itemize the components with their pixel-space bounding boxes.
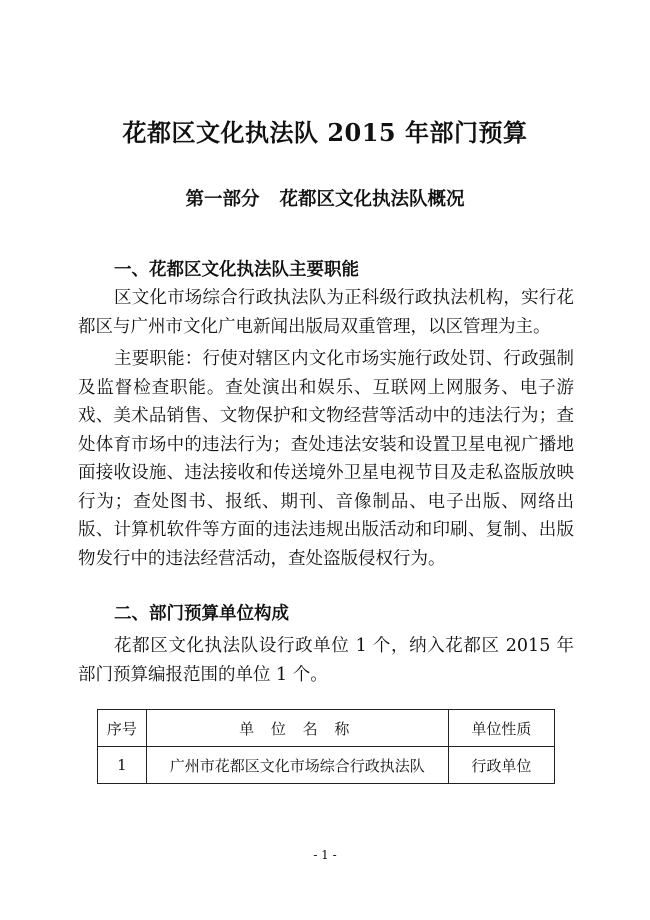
table-header-unit-type: 单位性质: [448, 710, 554, 747]
table-cell-unit-type: 行政单位: [448, 747, 554, 784]
part-title: [0, 185, 650, 211]
page-number: - 1 -: [313, 848, 337, 862]
table-row: [98, 747, 555, 784]
budget-unit-table: [97, 709, 555, 784]
document-title: 花都区文化执法队 2015 年部门预算: [122, 118, 528, 147]
paragraph-institution: 区文化市场综合行政执法队为正科级行政执法机构，实行花都区与广州市文化广电新闻出版局双重管理，以区管理为主。: [78, 288, 574, 337]
table-header-row: [98, 710, 555, 747]
part-name: 花都区文化执法队概况: [279, 189, 465, 210]
section-heading-functions: 一、花都区文化执法队主要职能: [114, 260, 359, 280]
paragraph-main-duties: 主要职能：行使对辖区内文化市场实施行政处罚、行政强制及监督检查职能。查处演出和娱乐、互联网上网服务、电子游戏、美术品销售、文物保护和文物经营等活动中的违法行为；查处体育市场中的违法行为；查处违法安装和设置卫星电视广播地面接收设施、违法接收和传送境外卫星电视节目及走私盗版放映行为；查处图书、报纸、期刊、音像制品、电子出版、网络出版、计算机软件等方面的违法违规出版活动和印刷、复制、出版物发行中的违法经营活动，查处盗版侵权行为。: [78, 349, 574, 569]
table-header-unit-name: 单 位 名 称: [146, 710, 448, 747]
table-cell-unit-name: 广州市花都区文化市场综合行政执法队: [146, 747, 448, 784]
table-header-seq: 序号: [98, 710, 147, 747]
table-cell-seq: 1: [98, 747, 147, 784]
paragraph-unit-count: 花都区文化执法队设行政单位 1 个，纳入花都区 2015 年部门预算编报范围的单位 1 个。: [78, 636, 574, 685]
part-number: 第一部分: [185, 189, 260, 210]
section-heading-budget-units: 二、部门预算单位构成: [114, 604, 289, 624]
